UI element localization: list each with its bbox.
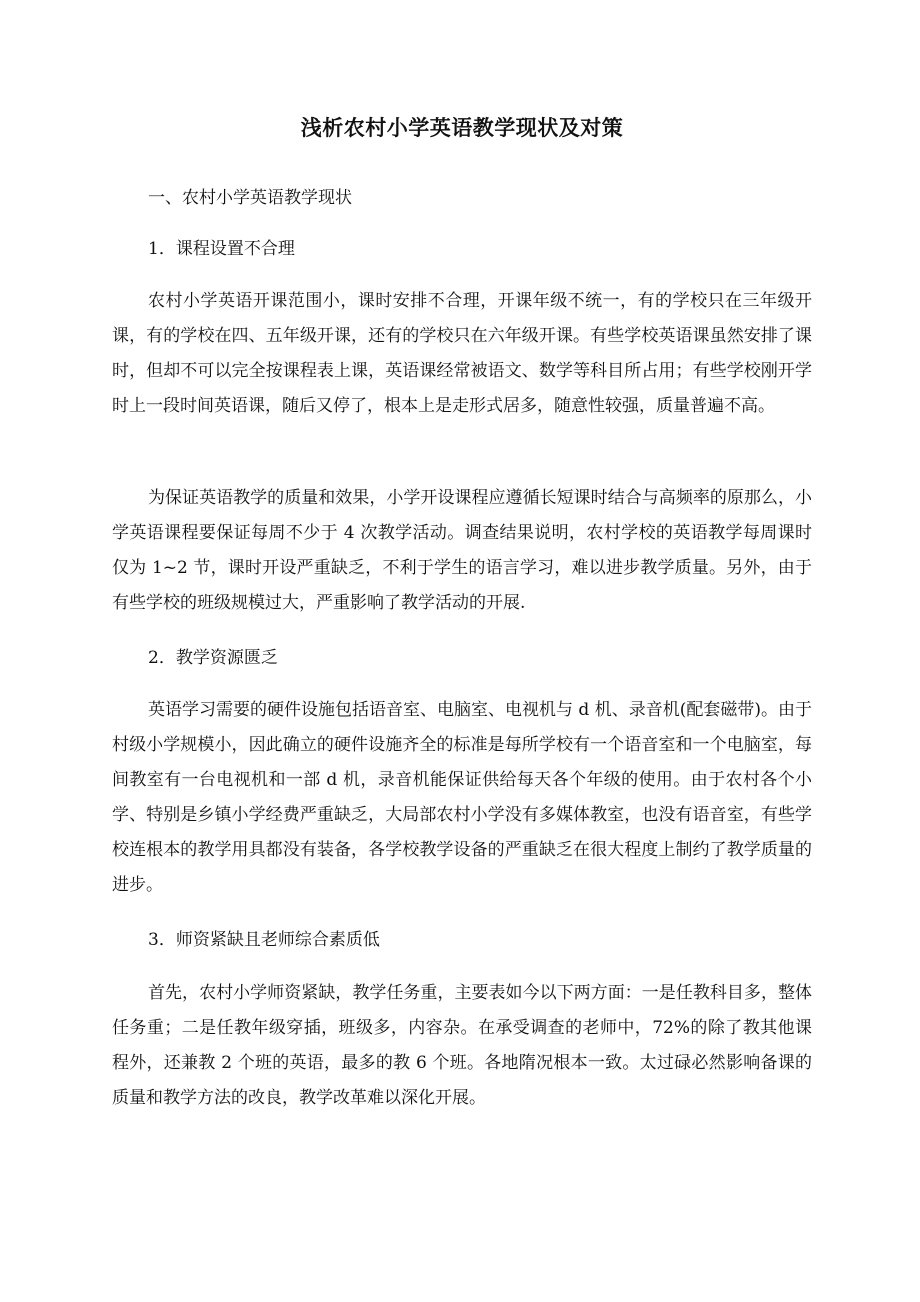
paragraph-2: 为保证英语教学的质量和效果，小学开设课程应遵循长短课时结合与高频率的原那么，小学英语课程要保证每周不少于 4 次教学活动。调查结果说明，农村学校的英语教学每周课时仅为 1~2 节，课时开设严重缺乏，不利于学生的语言学习，难以进步教学质量。另外，由于有些学校的班级规模过大，严重影响了教学活动的开展. xyxy=(112,488,812,613)
section-heading: 一、农村小学英语教学现状 xyxy=(148,188,352,208)
paragraph-1: 农村小学英语开课范围小，课时安排不合理，开课年级不统一，有的学校只在三年级开课，有的学校在四、五年级开课，还有的学校只在六年级开课。有些学校英语课虽然安排了课时，但却不可以完全按课程表上课，英语课经常被语文、数学等科目所占用；有些学校刚开学时上一段时间英语课，随后又停了，根本上是走形式居多，随意性较强，质量普遍不高。 xyxy=(112,291,812,416)
paragraph-3: 英语学习需要的硬件设施包括语音室、电脑室、电视机与 d 机、录音机(配套磁带)。由于村级小学规模小，因此确立的硬件设施齐全的标准是每所学校有一个语音室和一个电脑室，每间教室有一台电视机和一部 d 机，录音机能保证供给每天各个年级的使用。由于农村各个小学、特别是乡镇小学经费严重缺乏，大局部农村小学没有多媒体教室，也没有语音室，有些学校连根本的教学用具都没有装备，各学校教学设备的严重缺乏在很大程度上制约了教学质量的进步。 xyxy=(112,700,812,895)
subsection-heading-2: 2．教学资源匮乏 xyxy=(148,648,278,668)
subsection-heading-1: 1．课程设置不合理 xyxy=(148,239,295,259)
document-title: 浅析农村小学英语教学现状及对策 xyxy=(300,116,624,140)
paragraph-4: 首先，农村小学师资紧缺，教学任务重，主要表如今以下两方面：一是任教科目多，整体任务重；二是任教年级穿插，班级多，内容杂。在承受调查的老师中，72%的除了教其他课程外，还兼教 2 个班的英语，最多的教 6 个班。各地隋况根本一致。太过碌必然影响备课的质量和教学方法的改良，教学改革难以深化开展。 xyxy=(112,983,812,1108)
subsection-heading-3: 3．师资紧缺且老师综合素质低 xyxy=(148,930,380,950)
